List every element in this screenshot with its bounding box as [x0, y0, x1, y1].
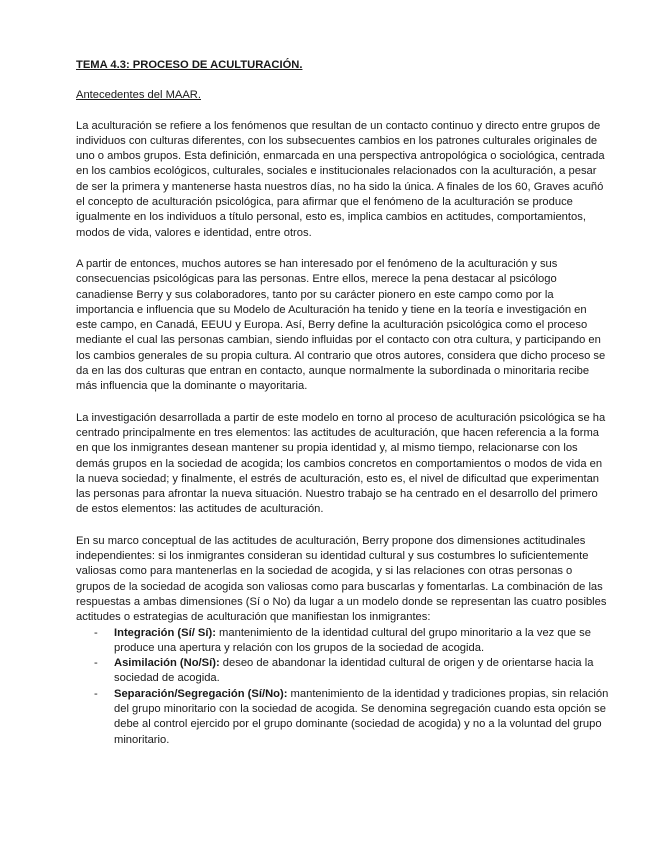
strategy-term: Integración (Sí/ Sí):	[114, 626, 216, 639]
list-dash-marker: -	[94, 657, 98, 670]
document-title: TEMA 4.3: PROCESO DE ACULTURACIÓN.	[76, 59, 303, 71]
strategy-term: Separación/Segregación (Sí/No):	[114, 687, 288, 700]
strategy-description: deseo de abandonar la identidad cultural de origen y de orientarse hacia la sociedad de acogida.	[114, 657, 594, 685]
list-dash-marker: -	[94, 687, 98, 700]
list-item-asimilacion	[76, 656, 609, 687]
paragraph-conceptual-framework: En su marco conceptual de las actitudes de aculturación, Berry propone dos dimensiones actitudinales independientes: si los inmigrantes consideran su identidad cultural y sus costumbres lo suficientemente valiosas como para mantenerlas en la sociedad de acogida, y si las relaciones con otras personas o grupos de la sociedad de acogida son valiosas como para buscarlas y fomentarlas. La combinación de las respuestas a ambas dimensiones (Sí o No) da lugar a un modelo donde se representan las cuatro posibles actitudes o estrategias de aculturación que manifiestan los inmigrantes:	[76, 534, 607, 624]
list-item-separacion	[76, 687, 609, 748]
strategies-list	[76, 626, 609, 748]
strategy-description: mantenimiento de la identidad y tradiciones propias, sin relación del grupo minoritario con la sociedad de acogida. Se denomina segregación cuando esta opción se debe al control ejercido por el grupo dominante (sociedad de acogida) y no a la voluntad del grupo minoritario.	[114, 687, 609, 746]
list-dash-marker: -	[94, 626, 98, 639]
document-page	[76, 58, 609, 748]
strategy-term: Asimilación (No/Sí):	[114, 657, 220, 670]
list-item-integracion	[76, 626, 609, 657]
paragraph-research-elements: La investigación desarrollada a partir de este modelo en torno al proceso de aculturación psicológica se ha centrado principalmente en tres elementos: las actitudes de aculturación, que hacen referencia a la forma en que los inmigrantes desean mantener su propia identidad y, al mismo tiempo, relacionarse con los demás grupos en la sociedad de acogida; los cambios concretos en comportamientos o modos de vida en la nueva sociedad; y finalmente, el estrés de aculturación, esto es, el nivel de dificultad que experimentan las personas para afrontar la nueva situación. Nuestro trabajo se ha centrado en el desarrollo del primero de estos elementos: las actitudes de aculturación.	[76, 411, 606, 516]
section-subtitle: Antecedentes del MAAR.	[76, 89, 201, 102]
paragraph-acculturation-definition: La aculturación se refiere a los fenómenos que resultan de un contacto continuo y directo entre grupos de individuos con culturas diferentes, con los subsecuentes cambios en los patrones culturales originales de uno o ambos grupos. Esta definición, enmarcada en una perspectiva antropológica o sociológica, centrada en los cambios ecológicos, culturales, sociales e institucionales relacionados con la aculturación, a pesar de ser la primera y mantenerse hasta nuestros días, no ha sido la única. A finales de los 60, Graves acuñó el concepto de aculturación psicológica, para afirmar que el fenómeno de la aculturación se produce igualmente en los individuos a título personal, esto es, implica cambios en actitudes, comportamientos, modos de vida, valores e identidad, entre otros.	[76, 119, 605, 239]
strategy-description: mantenimiento de la identidad cultural del grupo minoritario a la vez que se produce una apertura y relación con los grupos de la sociedad de acogida.	[114, 626, 591, 654]
paragraph-berry-model: A partir de entonces, muchos autores se han interesado por el fenómeno de la aculturación y sus consecuencias psicológicas para las personas. Entre ellos, merece la pena destacar al psicólogo canadiense Berry y sus colaboradores, tanto por su carácter pionero en este campo como por la importancia e influencia que su Modelo de Aculturación ha tenido y tiene en la teoría e investigación en este campo, en Canadá, EEUU y Europa. Así, Berry define la aculturación psicológica como el proceso mediante el cual las personas cambian, siendo influidas por el contacto con otra cultura, y participando en los cambios generales de su propia cultura. Al contrario que otros autores, considera que dicho proceso se da en las dos culturas que entran en contacto, aunque normalmente la subordinada o minoritaria recibe más influencia que la dominante o mayoritaria.	[76, 257, 606, 393]
